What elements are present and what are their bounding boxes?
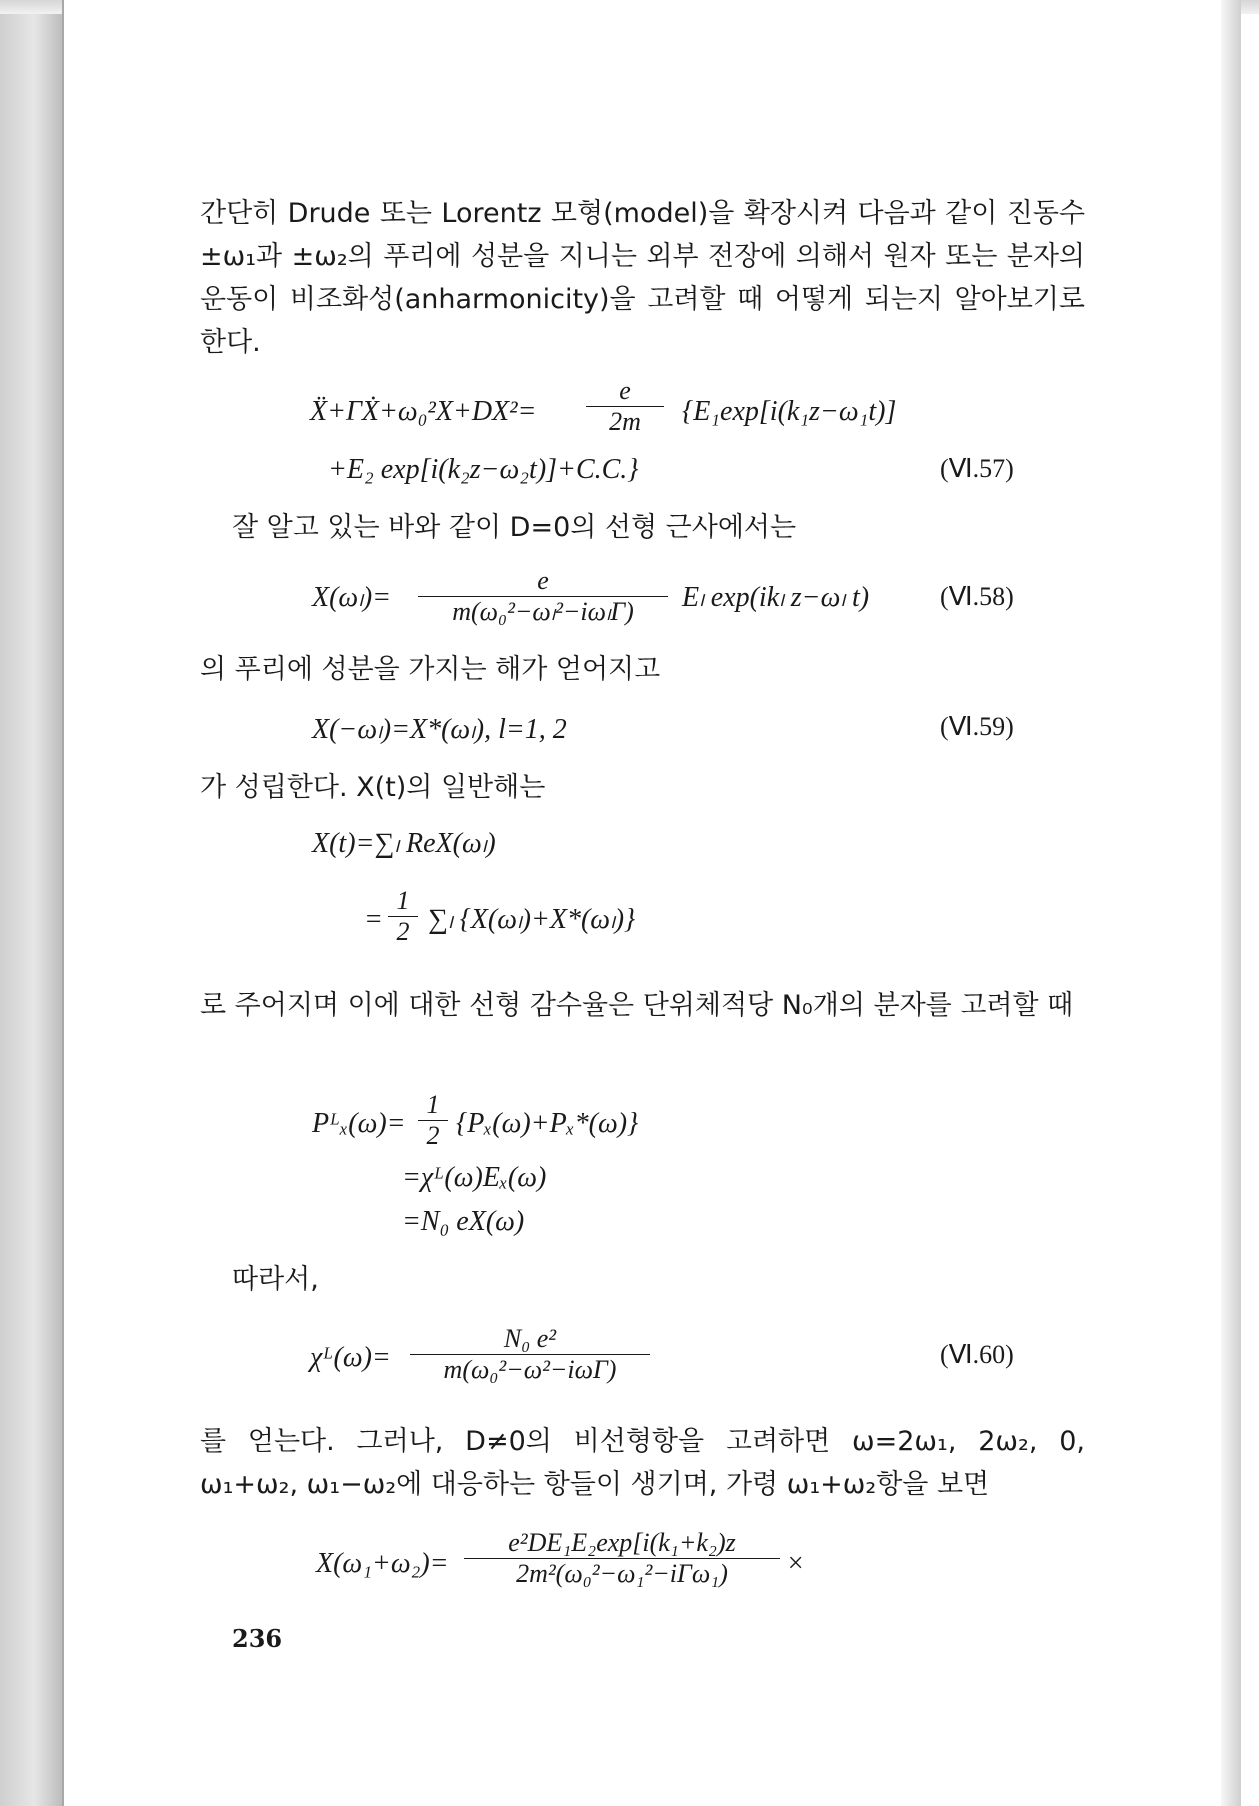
eq57-frac-num: e bbox=[586, 376, 664, 407]
eq-general-frac-num: 1 bbox=[388, 886, 418, 917]
eq58-fraction bbox=[418, 566, 668, 627]
eq-sum-frequency-fraction bbox=[464, 1528, 780, 1589]
paragraph-susceptibility: 로 주어지며 이에 대한 선형 감수율은 단위체적당 N₀개의 분자를 고려할 때 bbox=[200, 990, 1074, 1021]
eq57-lhs: Ẍ+ΓẊ+ω₀²X+DX²= bbox=[310, 396, 537, 427]
book-spine bbox=[0, 14, 62, 1806]
eq-general-frac-den: 2 bbox=[396, 917, 410, 946]
eq60-fraction bbox=[410, 1324, 650, 1385]
paragraph-general-solution: 가 성립한다. X(t)의 일반해는 bbox=[200, 772, 546, 803]
eq-general-line2: ∑ₗ {X(ωₗ)+X*(ωₗ)} bbox=[428, 904, 636, 935]
eq-sum-frequency-lhs: X(ω₁+ω₂)= bbox=[316, 1548, 449, 1579]
eq58-rhs: Eₗ exp(ikₗ z−ωₗ t) bbox=[682, 582, 870, 613]
eq-general-line1: X(t)=∑ₗ ReX(ωₗ) bbox=[312, 828, 496, 859]
paragraph-intro: 간단히 Drude 또는 Lorentz 모형(model)을 확장시켜 다음과 같이 진동수 ±ω₁과 ±ω₂의 푸리에 성분을 지니는 외부 전장에 의해서 원자 또는 분자의 운동이 비조화성(anharmonicity)을 고려할 때 어떻게 되는지 알아보기로 한다. bbox=[200, 198, 1085, 358]
paragraph-fourier: 의 푸리에 성분을 가지는 해가 얻어지고 bbox=[200, 654, 661, 685]
eq60-lhs: χᴸ(ω)= bbox=[310, 1342, 391, 1373]
eq60-frac-num: N₀ e² bbox=[410, 1324, 650, 1355]
eq-sum-frequency-times: × bbox=[786, 1548, 805, 1579]
paragraph-nonlinear: 를 얻는다. 그러나, D≠0의 비선형항을 고려하면 ω=2ω₁, 2ω₂, 0, ω₁+ω₂, ω₁−ω₂에 대응하는 항들이 생기며, 가령 ω₁+ω₂항을 보면 bbox=[200, 1426, 1085, 1500]
page-number: 236 bbox=[232, 1624, 283, 1653]
eq58-frac-num: e bbox=[418, 566, 668, 597]
eq-general-fraction bbox=[388, 886, 418, 947]
paragraph-linear-approx: 잘 알고 있는 바와 같이 D=0의 선형 근사에서는 bbox=[232, 512, 797, 543]
eq58-lhs: X(ωₗ)= bbox=[312, 582, 392, 613]
eq-polarization-lhs: Pᴸₓ(ω)= bbox=[312, 1108, 406, 1139]
eq-polarization-line2: =χᴸ(ω)Eₓ(ω) bbox=[402, 1162, 547, 1193]
eq57-rhs: {E₁exp[i(k₁z−ω₁t)] bbox=[682, 396, 897, 427]
eq59: X(−ωₗ)=X*(ωₗ), l=1, 2 bbox=[312, 714, 567, 745]
eq-polarization-frac-num: 1 bbox=[418, 1090, 448, 1121]
eq57-number: (Ⅵ.57) bbox=[940, 454, 1014, 483]
paragraph-therefore: 따라서, bbox=[232, 1264, 319, 1295]
eq60-frac-den: m(ω₀²−ω²−iωΓ) bbox=[443, 1355, 617, 1384]
eq-general-eq-sign: = bbox=[364, 904, 383, 935]
eq57-frac-den: 2m bbox=[609, 407, 641, 436]
eq-polarization-rhs: {Pₓ(ω)+Pₓ*(ω)} bbox=[456, 1108, 639, 1139]
eq58-number: (Ⅵ.58) bbox=[940, 582, 1014, 611]
eq59-number: (Ⅵ.59) bbox=[940, 712, 1014, 741]
eq-sum-frequency-frac-num: e²DE₁E₂exp[i(k₁+k₂)z bbox=[464, 1528, 780, 1559]
eq60-number: (Ⅵ.60) bbox=[940, 1340, 1014, 1369]
eq58-frac-den: m(ω₀²−ωₗ²−iωₗΓ) bbox=[452, 597, 634, 626]
eq-polarization-frac-den: 2 bbox=[426, 1121, 440, 1150]
eq-polarization-line3: =N₀ eX(ω) bbox=[402, 1206, 525, 1237]
eq-sum-frequency-frac-den: 2m²(ω₀²−ω₁²−iΓω₁) bbox=[516, 1559, 728, 1588]
eq57-line2: +E₂ exp[i(k₂z−ω₂t)]+C.C.} bbox=[328, 454, 639, 485]
eq57-fraction bbox=[586, 376, 664, 437]
page-edge-shadow bbox=[1221, 0, 1241, 1806]
eq-polarization-fraction bbox=[418, 1090, 448, 1151]
